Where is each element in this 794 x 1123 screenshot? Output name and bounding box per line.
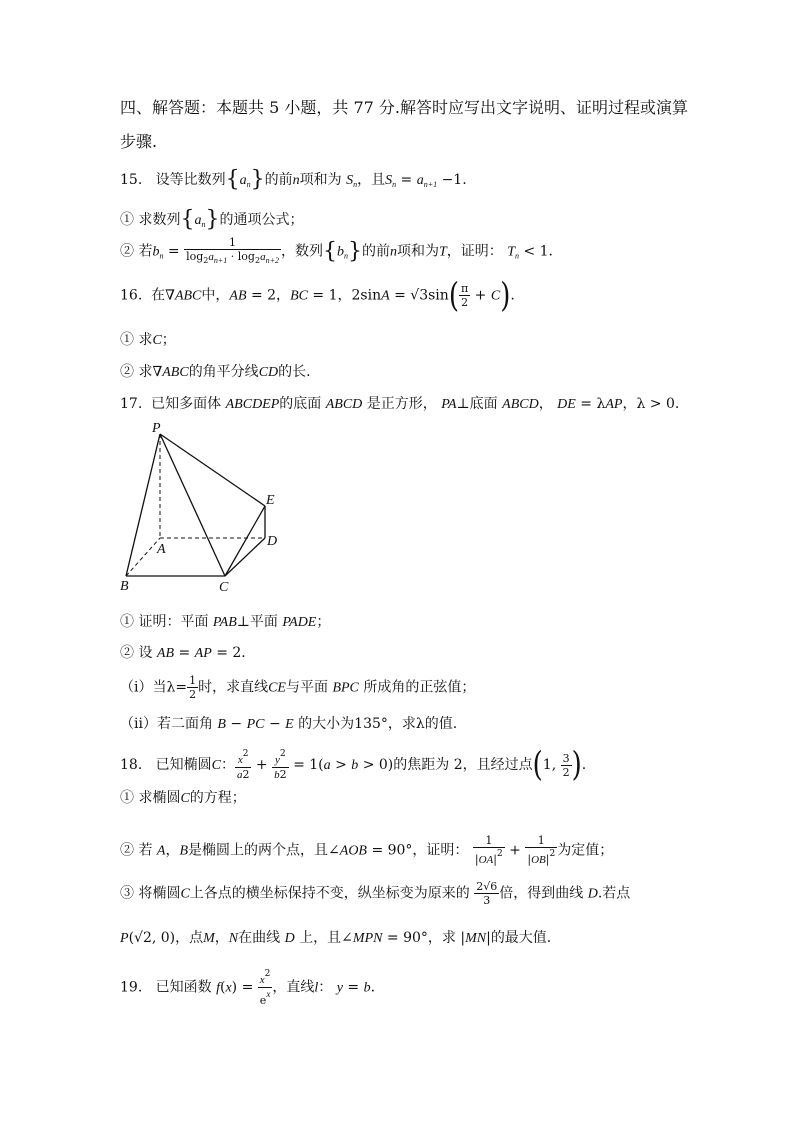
question-17-part2-ii: （ii）若二面角 B − PC − E 的大小为135°，求λ的值. <box>120 716 458 732</box>
question-15-stem: 15. 设等比数列$\{a_n\}$的前n项和为 $S_n$，且$S_n = a_{n+1} -1$. <box>120 167 467 192</box>
label-c: C <box>219 580 229 595</box>
question-19-stem: 19. 已知函数 f(x) = $\frac{x^2}{e^x}$ ，直线l： y = b. <box>120 969 376 1007</box>
label-b: B <box>120 579 129 594</box>
question-17-part2: ② 设 AB = AP = 2. <box>120 645 246 661</box>
question-16-stem: 16. 在∇ABC中，AB = 2，BC = 1，2sinA = √3sin( $\frac{\pi}{2}$ + C). <box>120 276 515 315</box>
section-heading-line1: 四、解答题：本题共 5 小题，共 77 分.解答时应写出文字说明、证明过程或演算 <box>120 98 688 117</box>
edge-pc <box>160 434 225 576</box>
question-17-stem: 17. 已知多面体 ABCDEP的底面 ABCD 是正方形， PA⊥底面 ABCD， DE = λAP，λ > 0. <box>120 396 680 412</box>
edge-cd <box>225 538 265 576</box>
edge-pe <box>160 434 265 506</box>
edge-pb <box>126 434 160 576</box>
label-d: D <box>267 534 278 549</box>
section-heading <box>120 98 688 118</box>
label-a: A <box>157 542 166 557</box>
section-heading-cont: 步骤. <box>120 132 158 151</box>
question-18-part2: ② 若 A，B是椭圆上的两个点，且∠AOB = 90°，证明： $\frac{1}{|OA|^2}$ + $\frac{1}{|OB|^2}$ 为定值； <box>120 834 614 866</box>
question-16-part1: ① 求C； <box>120 332 176 348</box>
question-18-part3: ③ 将椭圆C上各点的横坐标保持不变，纵坐标变为原来的 $\frac{2√6}{3}$ 倍，得到曲线 D.若点 <box>120 880 631 907</box>
question-17-part2-i: （i）当λ= $\frac{1}{2}$ 时，求直线CE与平面 BPC 所成角的正弦值； <box>120 674 476 701</box>
question-18-part1: ① 求椭圆C的方程； <box>120 790 246 806</box>
question-15-part2: ② 若$b_n$ = $\frac{1}{\log_2a_{n+1} \cdot \log_2a_{n+2}}$ ，数列$\{b_n\}$的前n项和为T，证明： $T_n < 1$. <box>120 236 554 265</box>
question-18-part3-cont: P(√2, 0)，点M，N在曲线 D 上，且∠MPN = 90°，求 |MN|的最大值. <box>120 930 552 946</box>
question-17-part1: ① 证明：平面 PAB⊥平面 PADE； <box>120 614 331 630</box>
label-e: E <box>266 493 275 508</box>
question-18-stem: 18. 已知椭圆C： $\frac{x^2}{a2}$ + $\frac{y^2}{b2}$ = 1(a > b > 0)的焦距为 2，且经过点(1, $\frac{3}{2}$ ). <box>120 745 587 785</box>
question-16-part2: ② 求∇ABC的角平分线CD的长. <box>120 364 311 380</box>
question-15-part1: ① 求数列$\{a_n\}$的通项公式； <box>120 207 304 232</box>
edge-ce <box>225 506 265 576</box>
polyhedron-figure <box>110 418 300 598</box>
label-p: P <box>152 421 161 436</box>
